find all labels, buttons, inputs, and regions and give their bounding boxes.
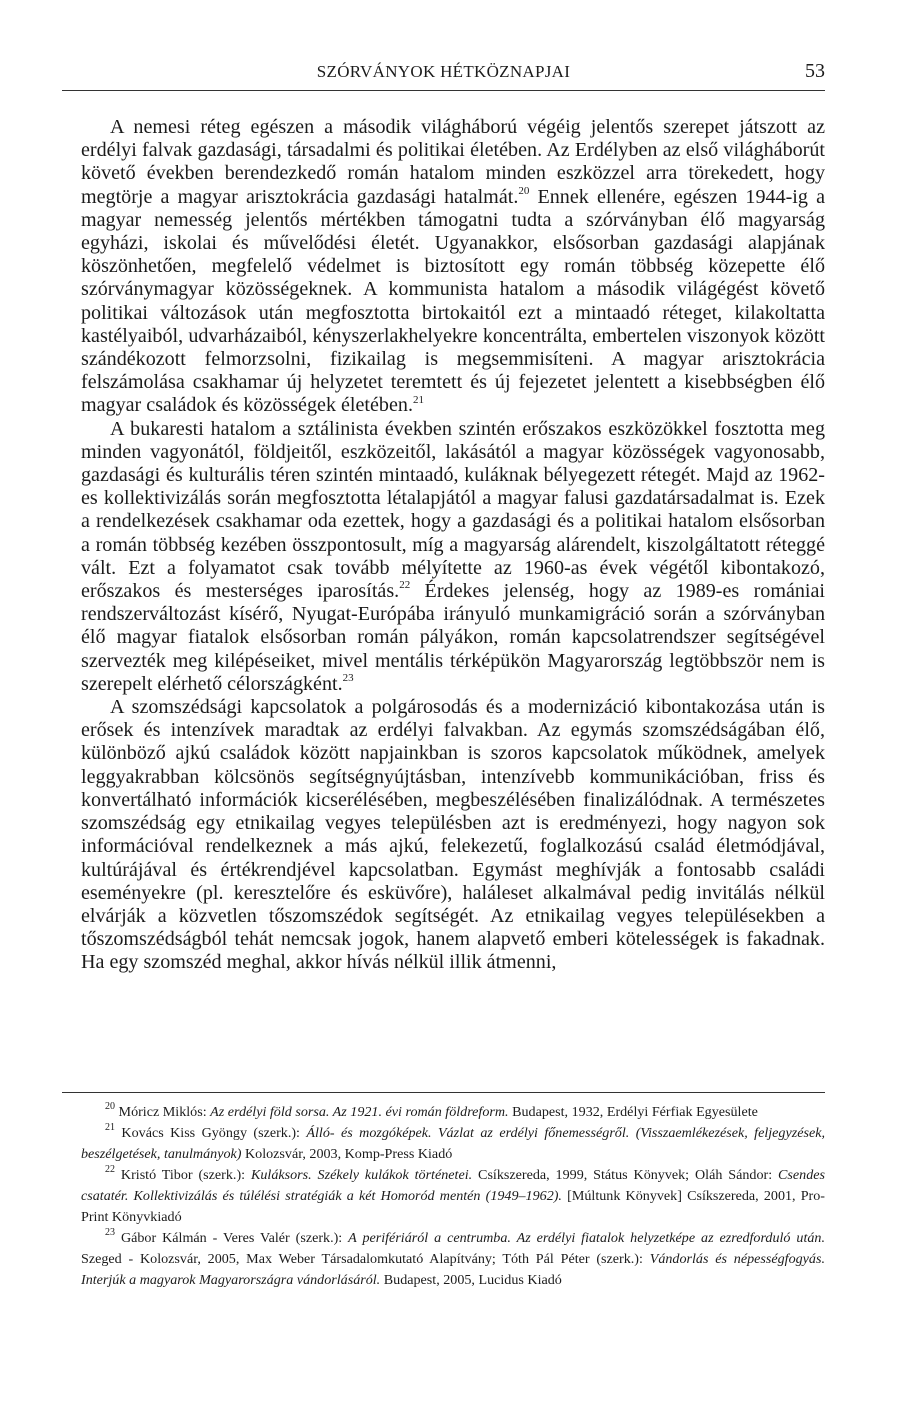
footnote-20	[81, 1102, 825, 1123]
footnote-ref-22: 22	[399, 579, 411, 592]
footnote-number: 22	[105, 1164, 115, 1176]
footnote-ref-20: 20	[518, 184, 530, 197]
footnote-text: Budapest, 1932, Erdélyi Férfiak Egyesülete	[508, 1104, 758, 1120]
paragraph-1-text-a: A nemesi réteg egészen a második világháború végéig jelentős szerepet játszott az erdélyi falvak gazdasági, társadalmi és politikai életében. Az Erdélyben az első világháborút követő években berendezkedő román hatalom minden eszközzel arra törekedett, hogy megtörje a magyar arisztokrácia gazdasági hatalmát.	[81, 116, 825, 208]
footnote-text: Móricz Miklós:	[118, 1104, 211, 1120]
paragraph-2-text-a: A bukaresti hatalom a sztálinista években szintén erőszakos eszközökkel fosztotta meg minden vagyonától, földjeitől, eszközeitől, lakásától a magyar közösségek vagyonosabb, gazdasági és kulturális téren szintén mintaadó, kuláknak bélyegezett rétegét. Majd az 1962-es kollektivizálás során megfosztotta létalapjától a magyar falusi gazdatársadalmat is. Ezek a rendelkezések csakhamar oda ezettek, hogy a gazdasági és a politikai hatalom elsősorban a román többség kezében összpontosult, míg a magyarság alárendelt, kiszolgáltatott réteggé vált. Ezt a folyamatot csak tovább mélyítette az 1960-as évek végétől kibontakozó, erőszakos és mesterséges iparosítás.	[81, 417, 825, 603]
footnote-text: Kristó Tibor (szerk.):	[120, 1167, 251, 1183]
paragraph-2	[81, 418, 825, 696]
footnote-text: Kolozsvár, 2003, Komp-Press Kiadó	[241, 1146, 453, 1162]
footnote-text: Budapest, 2005, Lucidus Kiadó	[380, 1272, 562, 1288]
footnote-text: [Múltunk Könyvek] Csíkszereda, 2001, Pro-Print Könyvkiadó	[81, 1188, 825, 1225]
footnote-title: Vándorlás és népességfogyás. Interjúk a magyarok Magyarországra vándorlásáról.	[81, 1251, 825, 1288]
paragraph-2-text-b: Érdekes jelenség, hogy az 1989-es romániai rendszerváltozást kísérő, Nyugat-Európába irányuló munkamigráció során a szórványban élő magyar fiatalok elsősorban román pályákon, román kapcsolatrendszer segítségével szervezték meg kilépéseiket, mivel mentális térképükön Magyarország legtöbbször nem is szerepelt elérhető célországként.	[81, 580, 826, 695]
footnote-number: 20	[105, 1101, 115, 1113]
body-text	[81, 116, 825, 975]
footnote-23	[81, 1228, 825, 1291]
footnote-text: Kovács Kiss Gyöngy (szerk.):	[121, 1125, 307, 1141]
page-number: 53	[805, 60, 825, 82]
paragraph-3: A szomszédsági kapcsolatok a polgárosodás és a modernizáció kibontakozása után is erősek és intenzívek maradtak az erdélyi falvakban. Az egymás szomszédságában élő, különböző ajkú családok között napjainkban is szoros kapcsolatok működnek, amelyek leggyakrabban kölcsönös segítségnyújtásban, intenzívebb kommunikációban, friss és konvertálható információk kicserélésében, megbeszélésében finalizálódnak. A természetes szomszédság egy etnikailag vegyes településben azt is eredményezi, hogy nagyon sok információval rendelkeznek a más ajkú, felekezetű, foglalkozású család életmódjával, kultúrájával és értékrendjével kapcsolatban. Egymást meghívják a fontosabb családi eseményekre (pl. keresztelőre és esküvőre), haláleset alkalmával pedig invitálás nélkül elvárják a közvetlen tőszomszédok segítségét. Az etnikailag vegyes településekben a tőszomszédságból tehát nemcsak jogok, hanem alapvető emberi kötelességek is fakadnak. Ha egy szomszéd meghal, akkor hívás nélkül illik átmenni,	[81, 696, 825, 974]
footnote-number: 23	[105, 1227, 115, 1239]
footnote-21	[81, 1123, 825, 1165]
footnote-title: A perifériáról a centrumba. Az erdélyi fiatalok helyzetképe az ezredforduló után.	[348, 1230, 825, 1246]
footnote-title: Csendes csatatér. Kollektivizálás és túlélési stratégiák a két Homoród mentén (1949–1962).	[81, 1167, 825, 1204]
footnote-ref-21: 21	[412, 393, 424, 406]
paragraph-1-text-b: Ennek ellenére, egészen 1944-ig a magyar nemesség jelentős mértékben támogatni tudta a szórványban élő magyarság egyházi, iskolai és művelődési életét. Ugyanakkor, elsősorban gazdasági alapjának köszönhetően, megfelelő védelmet is biztosított egy román többség közepette élő szórványmagyar közösségeknek. A kommunista hatalom a második világégést követő politikai változások után megfosztotta birtokaitól ezt a mintaadó réteget, kilakoltatta kastélyaiból, udvarházaiból, kényszerlakhelyekre koncentrálta, embertelen viszonyok között szándékozott felmorzsolni, fizikailag is megsemmisíteni. A magyar arisztokrácia felszámolása csakhamar új helyzetet teremtett és új fejezetet jelentett a kisebbségben élő magyar családok és közösségek életében.	[81, 185, 825, 417]
footnote-title: Álló- és mozgóképek. Vázlat az erdélyi főnemességről. (Visszaemlékezések, feljegyzések, beszélgetések, tanulmányok)	[81, 1125, 825, 1162]
paragraph-1	[81, 116, 825, 418]
footnote-title: Az erdélyi föld sorsa. Az 1921. évi román földreform.	[210, 1104, 509, 1120]
footnote-divider	[62, 1092, 825, 1093]
running-title: SZÓRVÁNYOK HÉTKÖZNAPJAI	[316, 62, 571, 81]
footnotes	[81, 1102, 825, 1291]
footnote-text: Gábor Kálmán - Veres Valér (szerk.):	[120, 1230, 349, 1246]
running-header	[62, 60, 825, 91]
footnote-number: 21	[105, 1122, 115, 1134]
footnote-ref-23: 23	[342, 672, 354, 685]
footnote-22	[81, 1165, 825, 1228]
footnote-title: Kuláksors. Székely kulákok történetei.	[250, 1167, 473, 1183]
footnote-text: Csíkszereda, 1999, Státus Könyvek; Oláh Sándor:	[472, 1167, 779, 1183]
footnote-text: Szeged - Kolozsvár, 2005, Max Weber Társadalomkutató Alapítvány; Tóth Pál Péter (szerk.):	[81, 1251, 650, 1267]
